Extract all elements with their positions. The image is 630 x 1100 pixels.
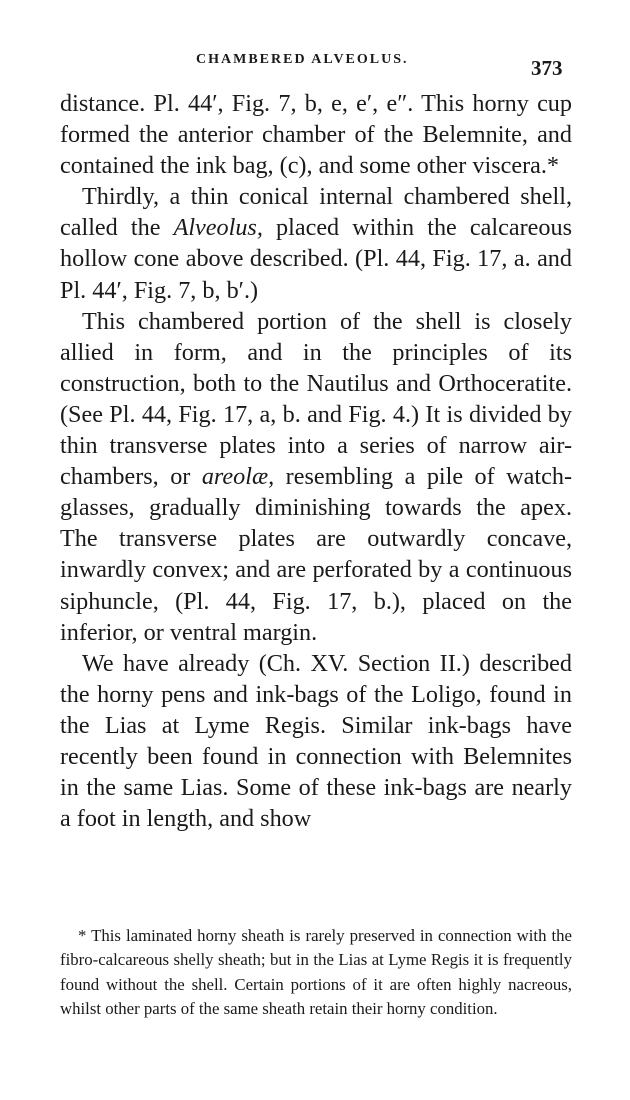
alveolus-term: Alveolus, <box>173 214 263 242</box>
paragraph-4: We have already (Ch. XV. Section II.) described the horny pens and ink-bags of the Loligo, found in the Lias at Lyme Regis. Similar ink-bags have recently been found in connection with Belemnites in the same Lias. Some of these ink-bags are nearly a foot in length, and show <box>60 649 572 833</box>
paragraph-2 <box>60 181 572 305</box>
paragraph-3 <box>60 306 572 648</box>
paragraph-2-text-before: Thirdly, a thin conical internal chambered shell, called the <box>60 183 572 242</box>
paragraph-3-text-before: This chambered portion of the shell is closely allied in form, and in the principles of its construction, both to the Nautilus and Orthoceratite. (See Pl. 44, Fig. 17, a, b. and Fig. 4.) It is divided by thin transverse plates into a series of narrow air-chambers, or <box>60 307 572 491</box>
areolae-term: areolæ, <box>201 463 275 491</box>
paragraph-2-text-after: placed within the calcareous hollow cone above described. (Pl. 44, Fig. 17, a. and Pl. 44′, Fig. 7, b, b′.) <box>60 214 572 304</box>
running-head: CHAMBERED ALVEOLUS. <box>196 52 409 67</box>
paragraph-3-text-after: resembling a pile of watch-glasses, gradually diminishing towards the apex. The transverse plates are outwardly concave, inwardly convex; and are perforated by a continuous siphuncle, (Pl. 44, Fig. 17, b.), placed on the inferior, or ventral margin. <box>60 463 572 646</box>
footnote: * This laminated horny sheath is rarely preserved in connection with the fibro-calcareous shelly sheath; but in the Lias at Lyme Regis it is frequently found without the shell. Certain portions of it are often highly nacreous, whilst other parts of the same sheath retain their horny condition. <box>60 926 572 1019</box>
paragraph-1: distance. Pl. 44′, Fig. 7, b, e, e′, e″. This horny cup formed the anterior chamber of the Belemnite, and contained the ink bag, (c), and some other viscera.* <box>60 90 572 180</box>
body-text <box>60 88 572 834</box>
page-number: 373 <box>531 56 563 80</box>
footnote-block <box>60 924 572 1022</box>
